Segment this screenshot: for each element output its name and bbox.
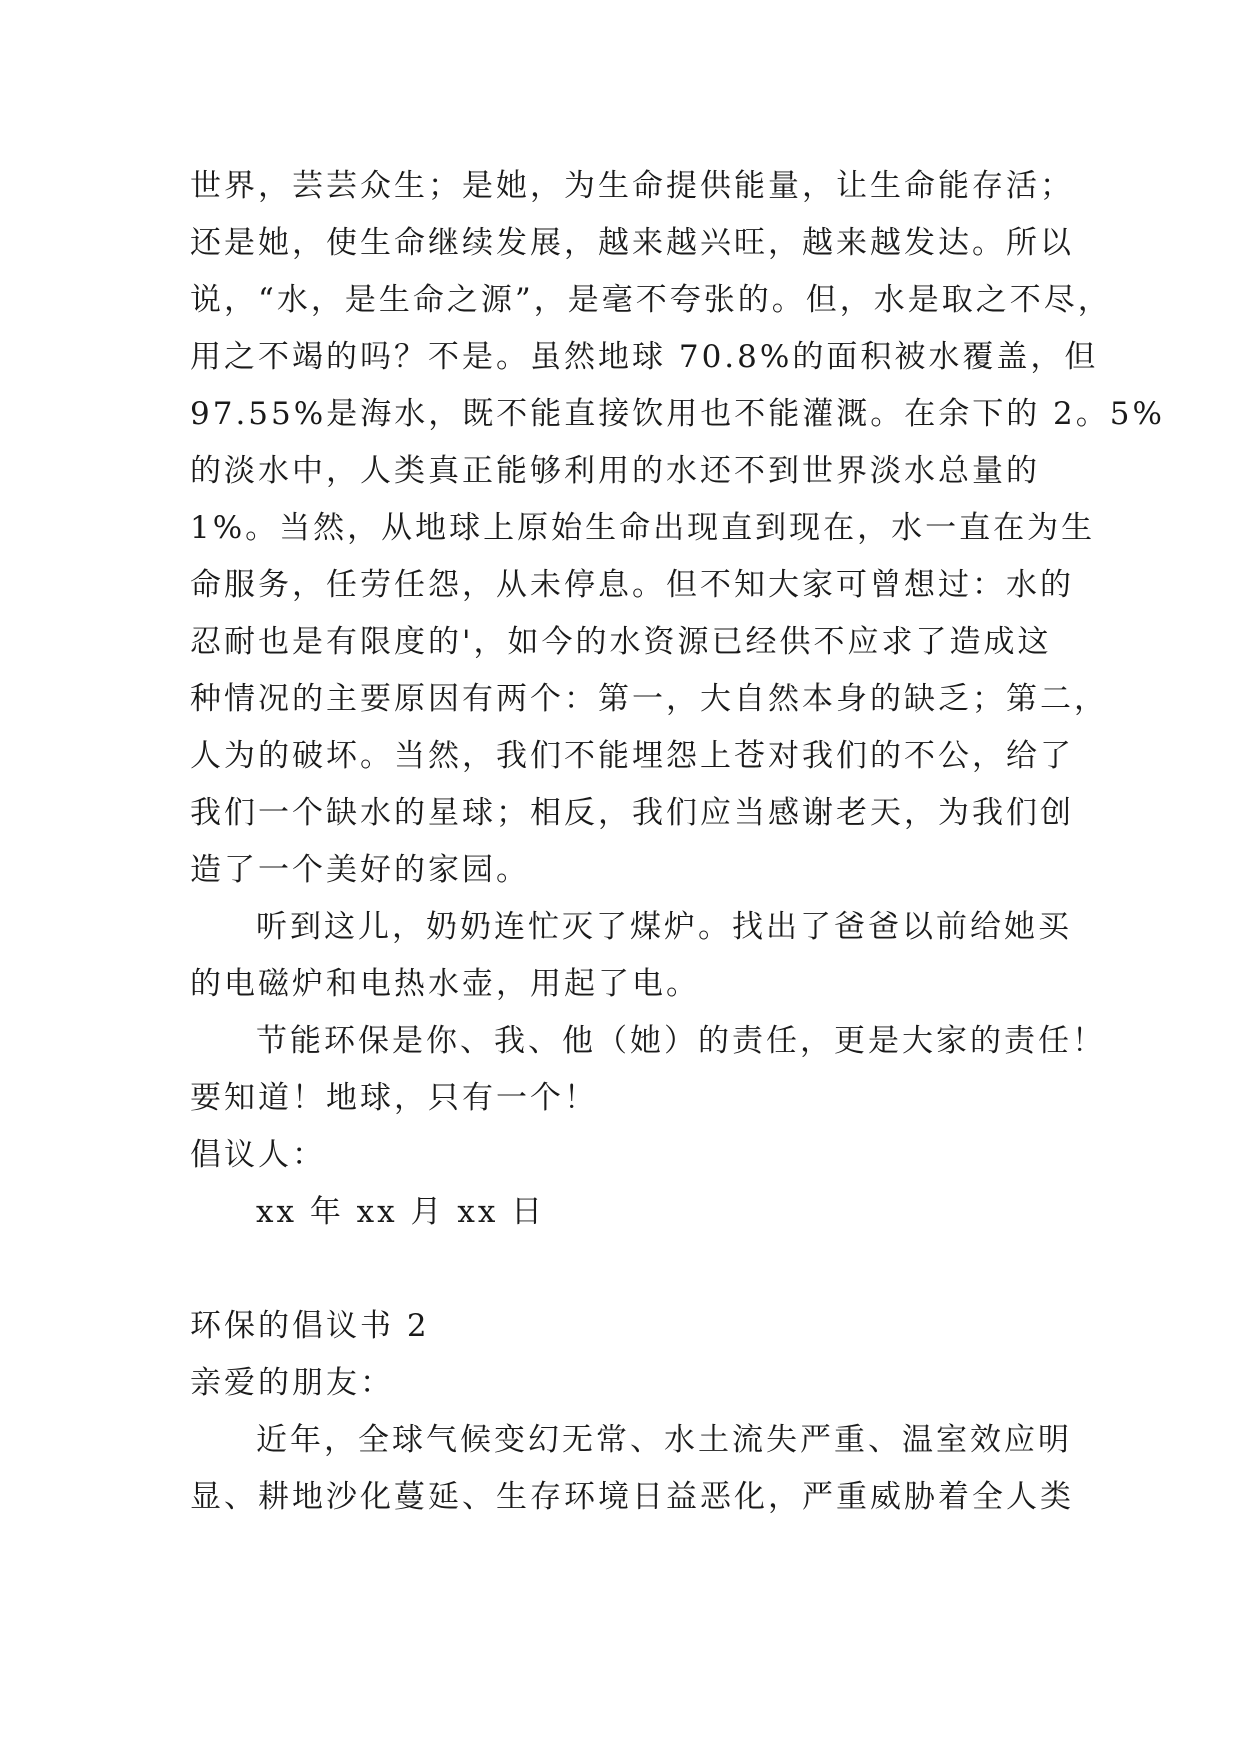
signature-date: xx 年 xx 月 xx 日	[256, 1194, 546, 1230]
text-line: 种情况的主要原因有两个：第一，大自然本身的缺乏；第二，	[190, 681, 1108, 717]
paragraph-water	[190, 158, 1165, 899]
paragraph-climate	[190, 1412, 1074, 1526]
text-line: 世界，芸芸众生；是她，为生命提供能量，让生命能存活；	[190, 168, 1074, 204]
text-line: 忍耐也是有限度的'，如今的水资源已经供不应求了造成这	[190, 624, 1052, 660]
text-line: 命服务，任劳任怨，从未停息。但不知大家可曾想过：水的	[190, 567, 1074, 603]
paragraph-grandma	[190, 899, 1072, 1013]
text-line: 用之不竭的吗？不是。虽然地球 70.8%的面积被水覆盖，但	[190, 339, 1099, 375]
text-line: 1%。当然，从地球上原始生命出现直到现在，水一直在为生	[190, 510, 1096, 546]
text-line: 97.55%是海水，既不能直接饮用也不能灌溉。在余下的 2。5%	[190, 396, 1165, 432]
text-line: 要知道！地球，只有一个！	[190, 1080, 598, 1116]
signer-label: 倡议人：	[190, 1137, 326, 1173]
section-gap	[190, 1241, 1050, 1298]
text-line: 节能环保是你、我、他（她）的责任，更是大家的责任！	[256, 1023, 1106, 1059]
text-line: 还是她，使生命继续发展，越来越兴旺，越来越发达。所以	[190, 225, 1074, 261]
paragraph-responsibility	[190, 1013, 1106, 1127]
text-line: 我们一个缺水的星球；相反，我们应当感谢老天，为我们创	[190, 795, 1074, 831]
salutation: 亲爱的朋友：	[190, 1365, 394, 1401]
text-line: 人为的破坏。当然，我们不能埋怨上苍对我们的不公，给了	[190, 738, 1074, 774]
text-line: 听到这儿，奶奶连忙灭了煤炉。找出了爸爸以前给她买	[256, 909, 1072, 945]
text-line: 的电磁炉和电热水壶，用起了电。	[190, 966, 700, 1002]
section-title: 环保的倡议书 2	[190, 1308, 430, 1344]
text-line: 说，“水，是生命之源”，是毫不夸张的。但，水是取之不尽，	[190, 282, 1112, 318]
text-line: 的淡水中，人类真正能够利用的水还不到世界淡水总量的	[190, 453, 1040, 489]
text-line: 近年，全球气候变幻无常、水土流失严重、温室效应明	[256, 1422, 1072, 1458]
document-body	[190, 158, 1165, 1526]
text-line: 显、耕地沙化蔓延、生存环境日益恶化，严重威胁着全人类	[190, 1479, 1074, 1515]
text-line: 造了一个美好的家园。	[190, 852, 530, 888]
